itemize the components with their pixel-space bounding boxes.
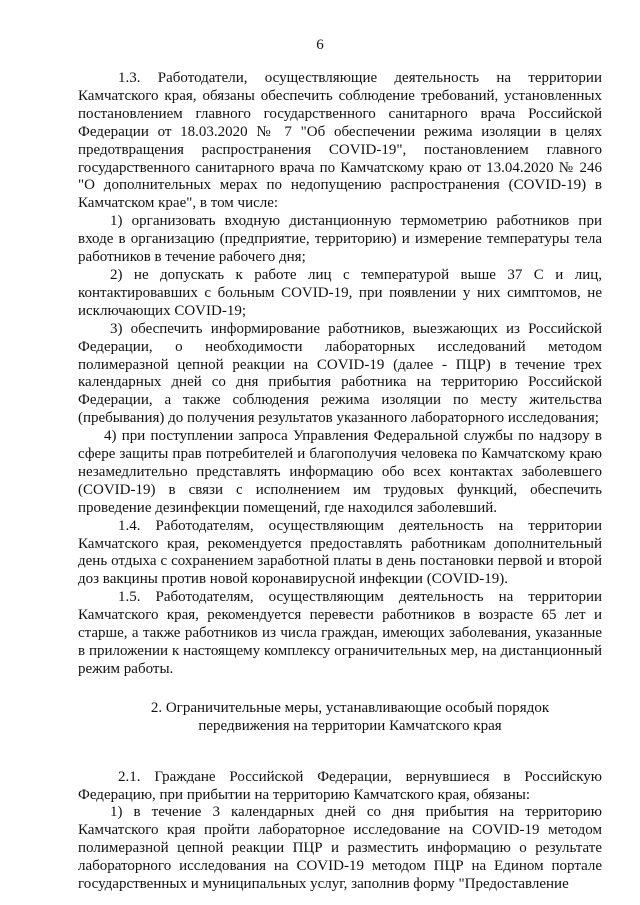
page-number: 6	[316, 37, 324, 53]
section-2-heading-line-1: 2. Ограничительные меры, устанавливающие особый порядок	[150, 699, 550, 716]
section-2-heading	[78, 700, 602, 736]
paragraph-1-4: 1.4. Работодателям, осуществляющим деятельность на территории Камчатского края, рекомендуется предоставлять работникам дополнительный день отдыха с сохранением заработной платы в день постановки первой и второй доз вакцины против новой коронавирусной инфекции (COVID-19).	[78, 517, 602, 588]
paragraph-1-3: 1.3. Работодатели, осуществляющие деятельность на территории Камчатского края, обязаны обеспечить соблюдение требований, установленных постановлением главного государственного санитарного врача Российской Федерации от 18.03.2020 № 7 "Об обеспечении режима изоляции в целях предотвращения распространения COVID-19", постановлением главного государственного санитарного врача по Камчатскому краю от 13.04.2020 № 246 "О дополнительных мерах по недопущению распространения (COVID-19) в Камчатском крае", в том числе:	[78, 70, 602, 212]
section-2-body	[78, 769, 602, 894]
section-2-heading-line-2: передвижения на территории Камчатского края	[198, 717, 502, 734]
paragraph-1-5: 1.5. Работодателям, осуществляющим деятельность на территории Камчатского края, рекомендуется перевести работников в возрасте 65 лет и старше, а также работников из числа граждан, имеющих заболевания, указанные в приложении к настоящему комплексу ограничительных мер, на дистанционный режим работы.	[78, 589, 602, 677]
paragraph-1-3-item-3: 3) обеспечить информирование работников, выезжающих из Российской Федерации, о необходимости лабораторных исследований методом полимеразной цепной реакции на COVID-19 (далее - ПЦР) в течение трех календарных дней со дня прибытия работника на территорию Российской Федерации, а также соблюдения режима изоляции по месту жительства (пребывания) до получения результатов указанного лабораторного исследования;	[78, 320, 602, 427]
document-body	[78, 70, 602, 894]
paragraph-2-1-item-1: 1) в течение 3 календарных дней со дня прибытия на территорию Камчатского края пройти лабораторное исследование на COVID-19 методом полимеразной цепной реакции ПЦР и разместить информацию о результате лабораторного исследования на COVID-19 методом ПЦР на Едином портале государственных и муниципальных услуг, заполнив форму "Предоставление	[78, 804, 602, 893]
paragraph-1-3-item-4: 4) при поступлении запроса Управления Федеральной службы по надзору в сфере защиты прав потребителей и благополучия человека по Камчатскому краю незамедлительно представлять информацию обо всех контактах заболевшего (COVID-19) в связи с исполнением им трудовых функций, обеспечить проведение дезинфекции помещений, где находился заболевший.	[78, 428, 602, 516]
paragraph-1-3-item-1: 1) организовать входную дистанционную термометрию работников при входе в организацию (предприятие, территорию) и измерение температуры тела работников в течение рабочего дня;	[78, 213, 602, 266]
paragraph-2-1: 2.1. Граждане Российской Федерации, вернувшиеся в Российскую Федерацию, при прибытии на территорию Камчатского края, обязаны:	[78, 768, 602, 803]
paragraph-1-3-item-2: 2) не допускать к работе лиц с температурой выше 37 С и лиц, контактировавших с больным COVID-19, при появлении у них симптомов, не исключающих COVID-19;	[78, 266, 602, 319]
